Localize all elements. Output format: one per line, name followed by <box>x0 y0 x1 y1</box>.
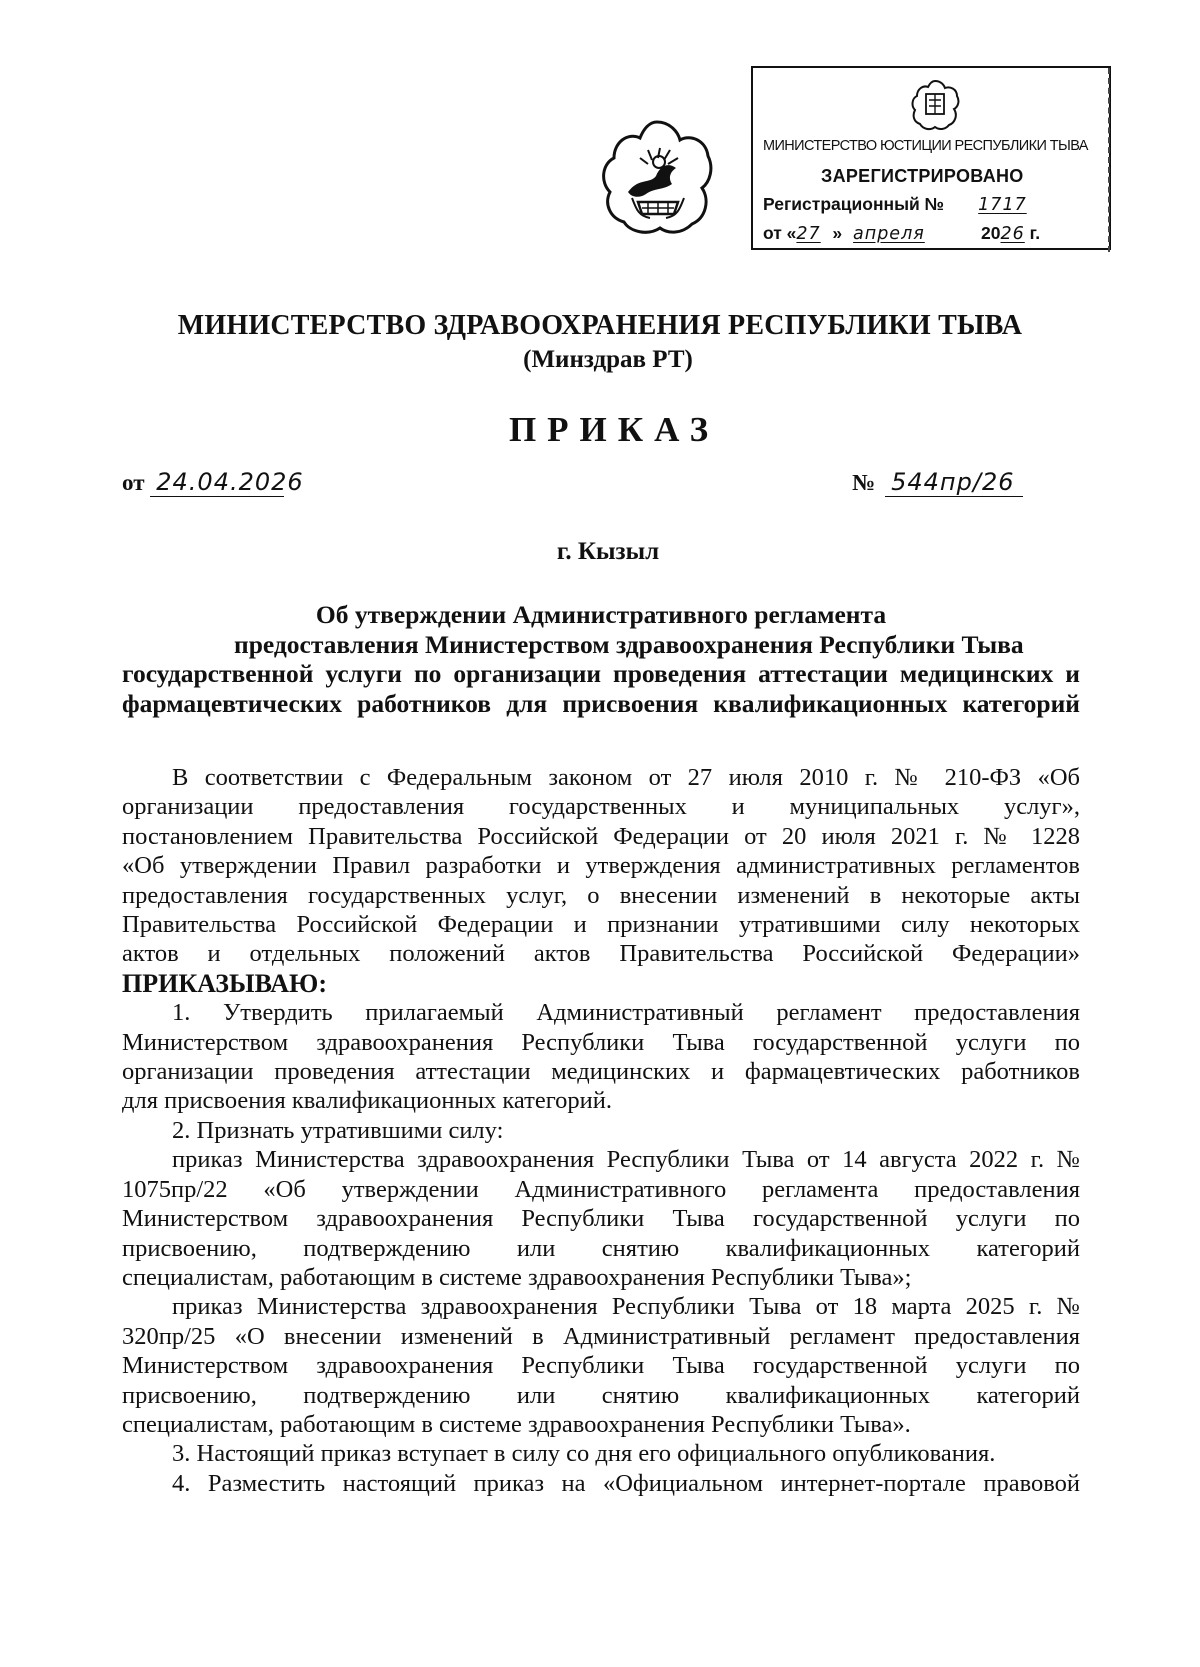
stamp-ministry-name: МИНИСТЕРСТВО ЮСТИЦИИ РЕСПУБЛИКИ ТЫВА <box>763 138 1088 154</box>
organization-name: МИНИСТЕРСТВО ЗДРАВООХРАНЕНИЯ РЕСПУБЛИКИ ТЫВА <box>177 310 1023 341</box>
title-line: государственной услуги по организации проведения аттестации медицинских и <box>122 659 1080 688</box>
order-date <box>122 468 304 497</box>
item-2a-line: специалистам, работающим в системе здравоохранения Республики Тыва»; <box>122 1263 912 1291</box>
item-2a-line: присвоению, подтверждению или снятию квалификационных категорий <box>122 1234 1080 1262</box>
stamp-date-mid: » <box>832 223 843 243</box>
stamp-date-prefix: от « <box>763 223 797 243</box>
order-number-label: № <box>852 470 876 495</box>
preamble-line: предоставления государственных услуг, о внесении изменений в некоторые акты <box>122 881 1080 909</box>
order-number <box>852 468 1023 497</box>
stamp-month: апреля <box>853 224 925 244</box>
item-1-line: 1. Утвердить прилагаемый Административный регламент предоставления <box>172 999 1080 1027</box>
title-line: Об утверждении Административного регламента <box>315 600 887 629</box>
stamp-day: 27 <box>796 224 821 244</box>
order-number-value: 544пр/26 <box>885 468 1023 497</box>
item-2b-line: приказ Министерства здравоохранения Республики Тыва от 18 марта 2025 г. № <box>172 1293 1080 1321</box>
order-date-value: 24.04.2026 <box>150 468 284 497</box>
item-2a-line: Министерством здравоохранения Республики Тыва государственной услуги по <box>122 1205 1080 1233</box>
item-2b-line: Министерством здравоохранения Республики Тыва государственной услуги по <box>122 1352 1080 1380</box>
registration-stamp <box>751 66 1111 250</box>
item-2b-line: специалистам, работающим в системе здравоохранения Республики Тыва». <box>122 1410 911 1438</box>
stamp-date-row <box>763 223 1040 244</box>
document-title <box>122 600 1080 718</box>
stamp-year-suffix: 26 <box>1000 224 1025 244</box>
item-2a-line: приказ Министерства здравоохранения Республики Тыва от 14 августа 2022 г. № <box>172 1146 1080 1174</box>
item-2: 2. Признать утратившими силу: <box>172 1116 504 1144</box>
preamble-line: актов и отдельных положений актов Правительства Российской Федерации» <box>122 940 1080 968</box>
preamble-line: Правительства Российской Федерации и признании утратившими силу некоторых <box>122 911 1080 939</box>
item-2b-line: 320пр/25 «О внесении изменений в Административный регламент предоставления <box>122 1322 1080 1350</box>
stamp-year-end: г. <box>1029 223 1041 243</box>
order-date-label: от <box>122 470 145 495</box>
preamble-line: организации предоставления государственных и муниципальных услуг», <box>122 793 1080 821</box>
item-2a-line: 1075пр/22 «Об утверждении Административного регламента предоставления <box>122 1175 1080 1203</box>
stamp-year-prefix: 20 <box>981 223 1001 243</box>
item-4: 4. Разместить настоящий приказ на «Официальном интернет-портале правовой <box>172 1469 1080 1497</box>
item-1-line: организации проведения аттестации медицинских и фармацевтических работников <box>122 1058 1080 1086</box>
item-1-line: Министерством здравоохранения Республики Тыва государственной услуги по <box>122 1028 1080 1056</box>
title-line: фармацевтических работников для присвоения квалификационных категорий <box>122 688 1080 718</box>
preamble-line: В соответствии с Федеральным законом от 27 июля 2010 г. № 210-ФЗ «Об <box>172 764 1080 791</box>
preamble-line: постановлением Правительства Российской Федерации от 20 июля 2021 г. № 1228 <box>122 822 1080 850</box>
stamp-border-dashes <box>1106 68 1110 252</box>
stamp-emblem-icon <box>910 78 960 134</box>
item-1-line: для присвоения квалификационных категорий. <box>122 1087 613 1115</box>
document-body <box>122 763 1080 1498</box>
item-2b-line: присвоению, подтверждению или снятию квалификационных категорий <box>122 1381 1080 1409</box>
item-3: 3. Настоящий приказ вступает в силу со дня его официального опубликования. <box>172 1440 996 1468</box>
republic-emblem-icon <box>598 118 716 240</box>
document-type: ПРИКАЗ <box>508 410 720 449</box>
stamp-reg-number: 1717 <box>978 195 1027 215</box>
city: г. Кызыл <box>556 538 660 565</box>
stamp-registration-row <box>763 194 1076 215</box>
stamp-registered-label: ЗАРЕГИСТРИРОВАНО <box>821 166 1024 186</box>
stamp-reg-label: Регистрационный № <box>763 194 945 214</box>
title-line: предоставления Министерством здравоохранения Республики Тыва <box>234 629 1024 659</box>
organization-short-name: (Минздрав РТ) <box>523 346 693 373</box>
order-directive: ПРИКАЗЫВАЮ: <box>122 968 327 998</box>
preamble-line: «Об утверждении Правил разработки и утверждения административных регламентов <box>122 852 1080 880</box>
